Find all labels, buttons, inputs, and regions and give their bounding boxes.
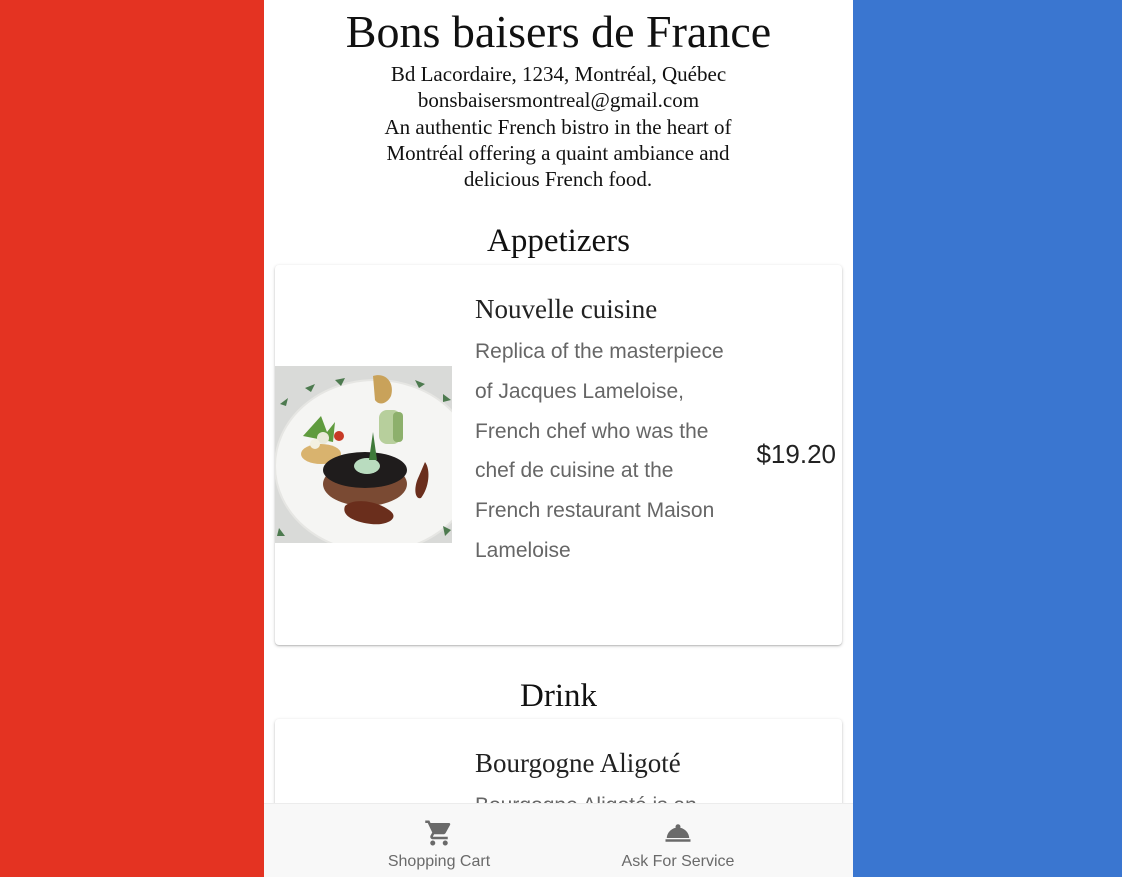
ask-for-service-button[interactable]	[578, 804, 778, 877]
flag-blue-panel	[853, 0, 1122, 877]
restaurant-address: Bd Lacordaire, 1234, Montréal, Québec	[390, 62, 727, 86]
dish-photo	[275, 366, 452, 543]
menu-panel[interactable]	[264, 0, 853, 877]
menu-item-name: Bourgogne Aligoté	[475, 748, 681, 778]
restaurant-description: An authentic French bistro in the heart of Montréal offering a quaint ambiance and delicious French food.	[384, 115, 732, 191]
menu-item-name: Nouvelle cuisine	[475, 294, 658, 324]
menu-scroll-area[interactable]	[264, 0, 853, 877]
section-title-appetizers: Appetizers	[487, 223, 630, 259]
bottom-navigation	[264, 803, 853, 877]
menu-item-price: $19.20	[756, 439, 836, 469]
ask-for-service-label: Ask For Service	[621, 853, 735, 870]
flag-red-panel	[0, 0, 264, 877]
menu-item-card[interactable]	[275, 265, 842, 645]
menu-item-description: Replica of the masterpiece of Jacques Lameloise, French chef who was the chef de cuisine at the French restaurant Maison Lameloise	[475, 340, 724, 562]
service-bell-icon	[663, 818, 693, 848]
shopping-cart-label: Shopping Cart	[387, 853, 491, 870]
shopping-cart-icon	[424, 818, 454, 848]
dish-photo-illustration	[275, 366, 452, 543]
restaurant-email: bonsbaisersmontreal@gmail.com	[417, 88, 700, 112]
restaurant-name: Bons baisers de France	[345, 6, 772, 57]
shopping-cart-button[interactable]	[339, 804, 539, 877]
section-title-drink: Drink	[520, 678, 597, 714]
